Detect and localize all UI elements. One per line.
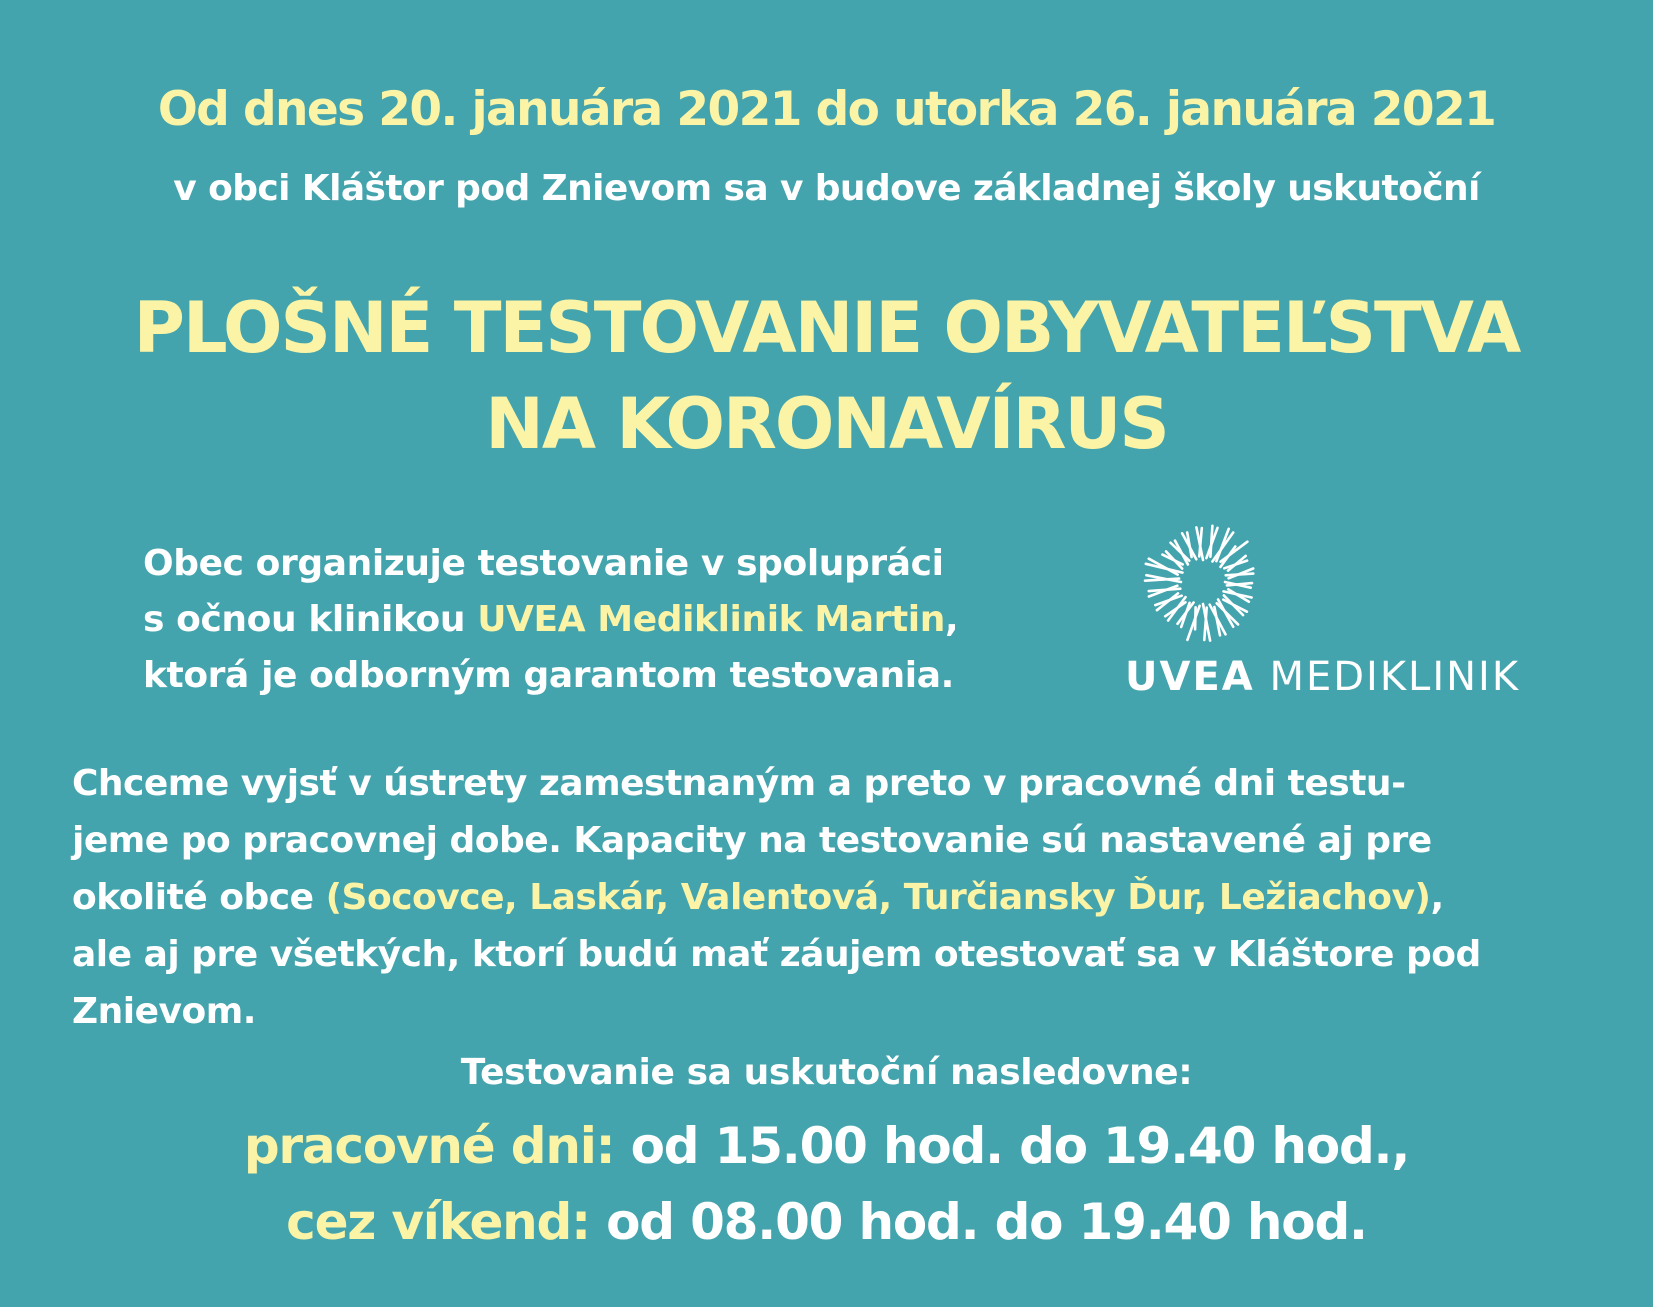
schedule-times xyxy=(0,1108,1653,1260)
paragraph-line-2: jeme po pracovnej dobe. Kapacity na testovanie sú nastavené aj pre xyxy=(72,820,1432,861)
sunburst-eye-icon xyxy=(1125,520,1295,650)
organizer-line-3: ktorá je odborným garantom testovania. xyxy=(143,655,954,696)
weekdays-time: od 15.00 hod. do 19.40 hod., xyxy=(614,1117,1410,1175)
sunburst-ray xyxy=(1162,555,1182,565)
paragraph-line-3-prefix: okolité obce xyxy=(72,877,326,918)
paragraph-line-3-suffix: , xyxy=(1430,877,1444,918)
paragraph-line-1: Chceme vyjsť v ústrety zamestnaným a preto v pracovné dni testu- xyxy=(72,763,1406,804)
weekend-time: od 08.00 hod. do 19.40 hod. xyxy=(589,1193,1367,1251)
organizer-text xyxy=(143,536,1103,704)
sunburst-ray xyxy=(1157,593,1178,610)
location-intro: v obci Kláštor pod Znievom sa v budove základnej školy uskutoční xyxy=(173,168,1480,209)
paragraph-line-5: Znievom. xyxy=(72,991,256,1032)
paragraph-line-4: ale aj pre všetkých, ktorí budú mať záujem otestovať sa v Kláštore pod xyxy=(72,934,1481,975)
info-paragraph xyxy=(72,755,1587,1040)
sunburst-ray xyxy=(1221,547,1236,567)
villages-list: (Socovce, Laskár, Valentová, Turčiansky Ďur, Ležiachov) xyxy=(325,877,1431,918)
date-range-heading: Od dnes 20. januára 2021 do utorka 26. januára 2021 xyxy=(157,82,1496,137)
main-headline xyxy=(0,280,1653,472)
paragraph-line-3 xyxy=(72,869,1587,926)
logo-brand: UVEA xyxy=(1125,654,1255,700)
clinic-name: UVEA Mediklinik Martin xyxy=(477,599,945,640)
sunburst-ray xyxy=(1187,606,1199,640)
logo-brand-rest: MEDIKLINIK xyxy=(1269,654,1521,700)
logo-wordmark xyxy=(1125,655,1520,699)
schedule-heading: Testovanie sa uskutoční nasledovne: xyxy=(460,1052,1193,1093)
weekdays-row xyxy=(0,1108,1653,1184)
sunburst-ray xyxy=(1223,600,1247,612)
sunburst-ray xyxy=(1195,607,1196,629)
headline-line-2: NA KORONAVÍRUS xyxy=(485,383,1168,465)
sunburst-ray xyxy=(1210,526,1212,557)
headline-line-1: PLOŠNÉ TESTOVANIE OBYVATEĽSTVA xyxy=(133,287,1520,369)
sunburst-ray xyxy=(1146,564,1183,573)
sunburst-ray xyxy=(1181,603,1189,627)
organizer-line-2-suffix: , xyxy=(944,599,959,640)
sunburst-ray xyxy=(1224,591,1252,597)
organizer-line-2 xyxy=(143,592,1103,648)
organizer-line-1: Obec organizuje testovanie v spolupráci xyxy=(143,543,944,584)
organizer-line-2-prefix: s očnou klinikou xyxy=(143,599,478,640)
weekend-label: cez víkend: xyxy=(286,1193,590,1251)
uvea-logo xyxy=(1125,520,1525,710)
weekdays-label: pracovné dni: xyxy=(243,1117,615,1175)
weekend-row xyxy=(0,1184,1653,1260)
